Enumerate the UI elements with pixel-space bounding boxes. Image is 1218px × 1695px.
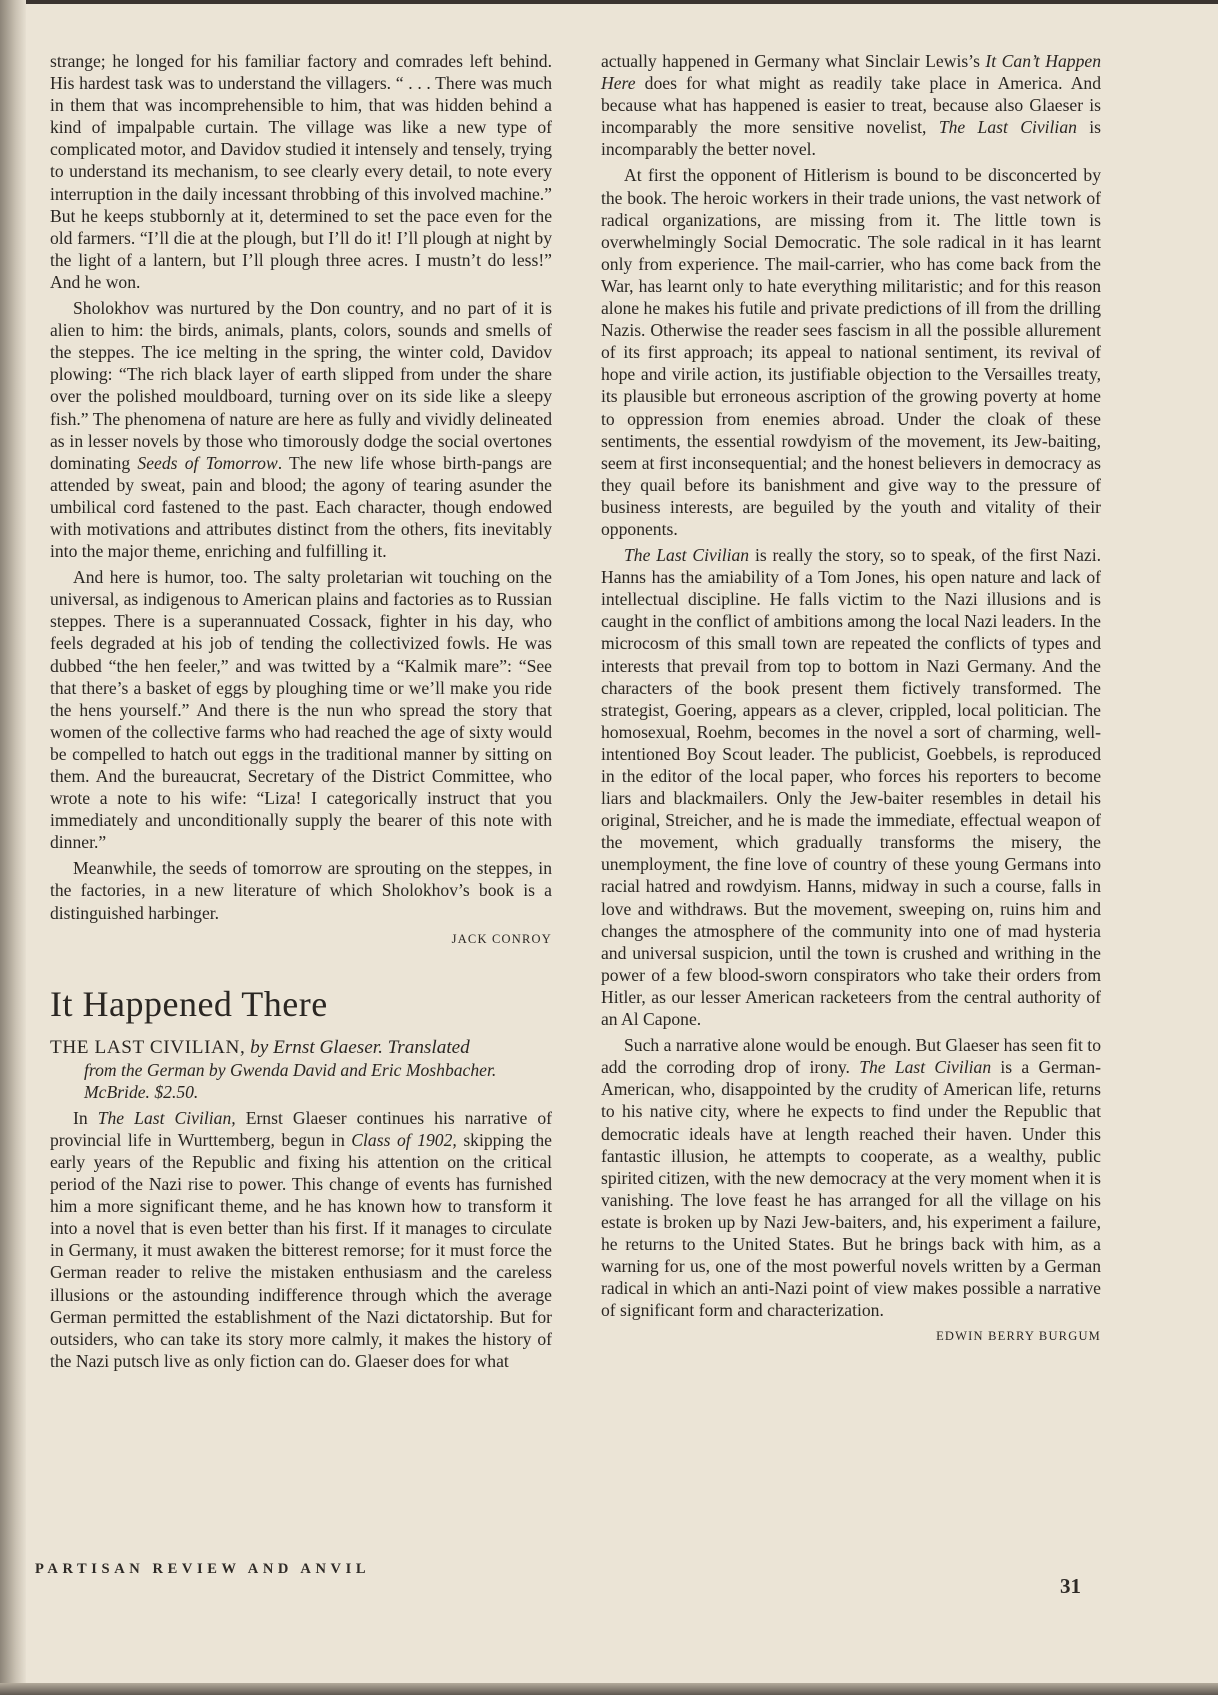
author-signature: JACK CONROY	[451, 931, 552, 946]
book-title-italic: The Last Civilian	[938, 117, 1077, 138]
paragraph: At first the opponent of Hitlerism is bound to be disconcerted by the book. The heroic workers in their trade unions, the vast network of radical organizations, are missing from it. The little town is overwhelmingly Social Democratic. The sole radical in it has learnt only from experience. The mail-carrier, who has come back from the War, has learnt only to hate everything militaristic; and for this reason alone he makes his futile and private predictions of ill from the drilling Nazis. Otherwise the reader sees fascism in all the possible allurement of its first approach; its appeal to national sentiment, its revival of hope and virile action, its justifiable objection to the Versailles treaty, its plausible but erroneous ascription of the growing poverty at home to oppression from enemies abroad. Under the cloak of these sentiments, the essential rowdyism of the movement, its Jew-baiting, seem at first inconsequential; and the honest believers in democracy as they quail before its banishment and give way to the pressure of business interests, are beguiled by the youth and vitality of their opponents.	[601, 165, 1101, 539]
book-title-italic: Seeds of Tomorrow	[137, 452, 278, 473]
book-title-italic: The Last Civilian,	[97, 1107, 236, 1128]
paragraph	[601, 50, 1101, 160]
paragraph	[50, 1107, 552, 1372]
text-run: Ernst Glaeser continues his narrative of provincial life in Wurttemberg, begun in	[50, 1107, 552, 1150]
paragraph	[50, 297, 552, 562]
right-column	[601, 50, 1101, 1347]
text-run: Sholokhov was nurtured by the Don country, and no part of it is alien to him: the birds, animals, plants, colors, sounds and smells of the steppes. The ice melting in the spring, the winter cold, Davidov plowing: “The rich black layer of earth slipped from under the share over the polished mouldboard, turning over on its side like a sleepy fish.” The phenomena of nature are here as fully and vividly delineated as in lesser novels by those who timorously dodge the social overtones dominating	[50, 298, 552, 473]
author-signature: EDWIN BERRY BURGUM	[936, 1329, 1101, 1344]
text-run: skipping the early years of the Republic and fixing his attention on the critical period of the Nazi rise to power. This change of events has furnished him a more significant theme, and he has known how to transform it into a novel that is even better than his first. If it manages to circulate in Germany, it must awaken the bitterest remorse; for it must force the German reader to relive the mistaken enthusiasm and the careless illusions or the astounding indifference through which the average German permitted the establishment of the Nazi dictatorship. But for outsiders, who can take its story more calmly, it makes the history of the Nazi putsch live as only fiction can do. Glaeser does for what	[50, 1129, 552, 1371]
left-column	[50, 50, 552, 1372]
text-run: does for what might as readily take place in America. And because what has happened is easier to treat, because also Glaeser is incomparably the more sensitive novelist,	[601, 73, 1101, 138]
top-edge	[0, 0, 1218, 4]
text-run: is a German-American, who, disappointed by the crudity of American life, returns to his native city, where he expects to find under the Republic that democratic ideals have at length reached their haven. Under this fantastic illusion, he attempts to cooperate, as a wealthy, public spirited citizen, with the new democracy at the very moment when it is vanishing. The love feast he has arranged for all the village on his estate is broken up by Nazi Jew-baiters, and, his experiment a failure, he returns to the United States. But he brings back with him, as a warning for us, one of the most powerful novels written by a German radical in which an anti-Nazi point of view makes possible a narrative of significant form and characterization.	[601, 1057, 1101, 1321]
binding-edge-shadow	[0, 0, 26, 1695]
book-title-italic: It Can’t Happen Here	[601, 51, 1102, 94]
text-run: . The new life whose birth-pangs are attended by sweat, pain and blood; the agony of tearing asunder the umbilical cord fastened to the past. Each character, though endowed with motivations and attributes distinct from the others, fits inevitably into the major theme, enriching and fulfilling it.	[50, 452, 552, 562]
review-title: It Happened There	[50, 983, 328, 1024]
page-number: 31	[1060, 1574, 1081, 1598]
book-heading-detail: from the German by Gwenda David and Eric Moshbacher. McBride. $2.50.	[84, 1059, 497, 1102]
paragraph: Meanwhile, the seeds of tomorrow are sprouting on the steppes, in the factories, in a new literature of which Sholokhov’s book is a distinguished harbinger.	[50, 858, 552, 923]
text-run: Such a narrative alone would be enough. But Glaeser has seen fit to add the corroding drop of irony.	[601, 1035, 1101, 1078]
paragraph: strange; he longed for his familiar factory and comrades left behind. His hardest task was to understand the villagers. “ . . . There was much in them that was incomprehensible to him, that was hidden behind a kind of impalpable curtain. The village was like a new type of complicated motor, and Davidov studied it intensely and tensely, trying to understand its mechanism, to see clearly every detail, to note every interruption in the daily incessant throbbing of this involved machine.” But he keeps stubbornly at it, determined to set the pace even for the old farmers. “I’ll die at the plough, but I’ll do it! I’ll plough at night by the light of a lantern, but I’ll plough three acres. I mustn’t do less!” And he won.	[50, 51, 552, 292]
book-heading-title: THE LAST CIVILIAN,	[50, 1036, 246, 1058]
bottom-edge	[0, 1683, 1218, 1695]
text-run: In	[73, 1107, 98, 1128]
book-heading-author: by Ernst Glaeser. Translated	[250, 1036, 470, 1058]
text-run: actually happened in Germany what Sinclair Lewis’s	[601, 51, 986, 71]
book-heading	[50, 1036, 552, 1103]
book-title-italic: The Last Civilian	[859, 1057, 992, 1078]
paragraph	[601, 1034, 1101, 1321]
book-title-italic: Class of 1902,	[351, 1129, 457, 1150]
book-title-italic: The Last Civilian	[624, 545, 750, 566]
journal-footer: PARTISAN REVIEW AND ANVIL	[35, 1561, 371, 1577]
text-run: is really the story, so to speak, of the first Nazi. Hanns has the amiability of a Tom Jones, his open nature and lack of intellectual discipline. He falls victim to the Nazi illusions and is caught in the conflict of ambitions among the local Nazi leaders. In the microcosm of this small town are repeated the conflicts of types and interests that prevail from top to bottom in Nazi Germany. And the characters of the book present them fictively transformed. The strategist, Goering, appears as a clever, crippled, local politician. The homosexual, Roehm, becomes in the novel a sort of charming, well-intentioned Boy Scout leader. The publicist, Goebbels, is reproduced in the editor of the local paper, who forces his reporters to become liars and blackmailers. Only the Jew-baiter resembles in detail his original, Streicher, and he is made the immediate, effectual weapon of the movement, which gradually transforms the misery, the unemployment, the fine love of country of these young Germans into racial hatred and rowdyism. Hanns, midway in such a course, falls in love and withdraws. But the movement, sweeping on, ruins him and changes the atmosphere of the community into one of mad hysteria and universal suspicion, until the town is crushed and writhing in the power of a few blood-sworn conspirators who take their orders from Hitler, as our lesser American racketeers from the central authority of an Al Capone.	[601, 545, 1101, 1030]
paragraph: And here is humor, too. The salty proletarian wit touching on the universal, as indigenous to American plains and factories as to Russian steppes. There is a superannuated Cossack, fighter in his day, who feels degraded at his job of tending the collectivized fowls. He was dubbed “the hen feeler,” and was twitted by a “Kalmik mare”: “See that there’s a basket of eggs by ploughing time or we’ll make you ride the hens yourself.” And there is the nun who spread the story that women of the collective farms who had reached the age of sixty would be compelled to hatch out eggs in the traditional manner by sitting on them. And the bureaucrat, Secretary of the District Committee, who wrote a note to his wife: “Liza! I categorically instruct that you immediately and unconditionally supply the bearer of this note with dinner.”	[50, 567, 552, 853]
text-run: is incomparably the better novel.	[601, 117, 1102, 160]
paragraph	[601, 544, 1101, 1030]
